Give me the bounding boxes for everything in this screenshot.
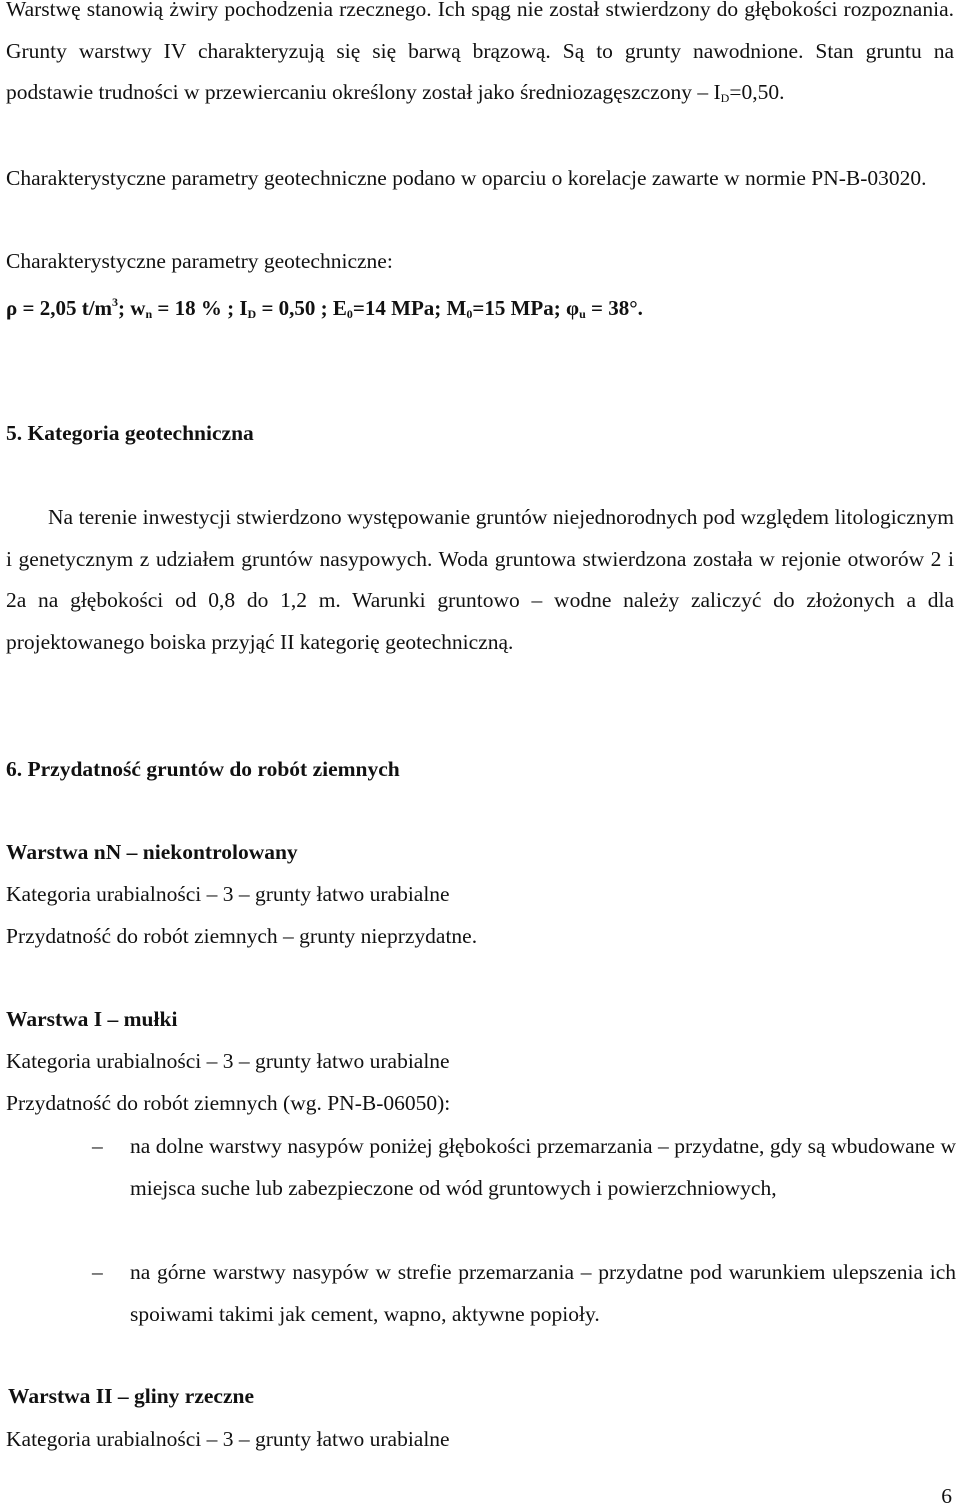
sup-3: 3 [112, 295, 119, 309]
layer-i-suitability: Przydatność do robót ziemnych (wg. PN-B-06050): [6, 1091, 451, 1115]
paragraph-tail: =0,50. [729, 80, 785, 104]
section-5-heading: 5. Kategoria geotechniczna [6, 421, 254, 445]
paragraph-norm-reference: Charakterystyczne parametry geotechniczne podano w oparciu o korelacje zawarte w normie PN-B-03020. [6, 166, 927, 190]
param-id-val: = 0,50 ; E [256, 296, 347, 320]
layer-i-category: Kategoria urabialności – 3 – grunty łatwo urabialne [6, 1049, 450, 1073]
sub-u: u [579, 307, 586, 321]
paragraph-soil-description [6, 0, 954, 114]
list-item: na górne warstwy nasypów w strefie przemarzania – przydatne pod warunkiem ulepszenia ich spoiwami takimi jak cement, wapno, aktywne popioły. [130, 1260, 956, 1326]
param-e0-val: =14 MPa; M [352, 296, 467, 320]
list-item: na dolne warstwy nasypów poniżej głębokości przemarzania – przydatne, gdy są wbudowane w miejsca suche lub zabezpieczone od wód gruntowych i powierzchniowych, [130, 1134, 956, 1200]
section-5-body: Na terenie inwestycji stwierdzono występowanie gruntów niejednorodnych pod względem litologicznym i genetycznym z udziałem gruntów nasypowych. Woda gruntowa stwierdzona została w rejonie otworów 2 i 2a na głębokości od 0,8 do 1,2 m. Warunki gruntowo – wodne należy zaliczyć do złożonych a dla projektowanego boiska przyjąć II kategorię geotechniczną. [6, 505, 954, 654]
param-wn-val: = 18 % ; I [152, 296, 248, 320]
paragraph-params-intro: Charakterystyczne parametry geotechniczne: [6, 249, 393, 273]
layer-nn-category: Kategoria urabialności – 3 – grunty łatwo urabialne [6, 882, 450, 906]
subscript-d: D [720, 91, 730, 105]
page-number: 6 [941, 1484, 952, 1508]
layer-nn-title: Warstwa nN – niekontrolowany [6, 840, 298, 864]
sub-d: D [247, 307, 257, 321]
param-m0-val: =15 MPa; φ [472, 296, 580, 320]
section-6-heading: 6. Przydatność gruntów do robót ziemnych [6, 757, 400, 781]
sub-m0: 0 [466, 307, 473, 321]
layer-i-title: Warstwa I – mułki [6, 1007, 178, 1031]
param-phi-val: = 38°. [585, 296, 643, 320]
list-dash: – [92, 1260, 103, 1284]
param-rho: ρ = 2,05 t/m [6, 296, 113, 320]
sub-e0: 0 [346, 307, 353, 321]
params-line [6, 288, 954, 330]
layer-ii-title: Warstwa II – gliny rzeczne [8, 1384, 255, 1408]
layer-ii-category: Kategoria urabialności – 3 – grunty łatwo urabialne [6, 1427, 450, 1451]
layer-nn-suitability: Przydatność do robót ziemnych – grunty nieprzydatne. [6, 924, 478, 948]
param-wn: ; w [118, 296, 146, 320]
list-dash: – [92, 1134, 103, 1158]
sub-n: n [145, 307, 153, 321]
paragraph-text: Warstwę stanowią żwiry pochodzenia rzecznego. Ich spąg nie został stwierdzony do głębokości rozpoznania. Grunty warstwy IV charakteryzują się się barwą brązową. Są to grunty nawodnione. Stan gruntu na podstawie trudności w przewiercaniu określony został jako średniozagęszczony – I [6, 0, 954, 104]
